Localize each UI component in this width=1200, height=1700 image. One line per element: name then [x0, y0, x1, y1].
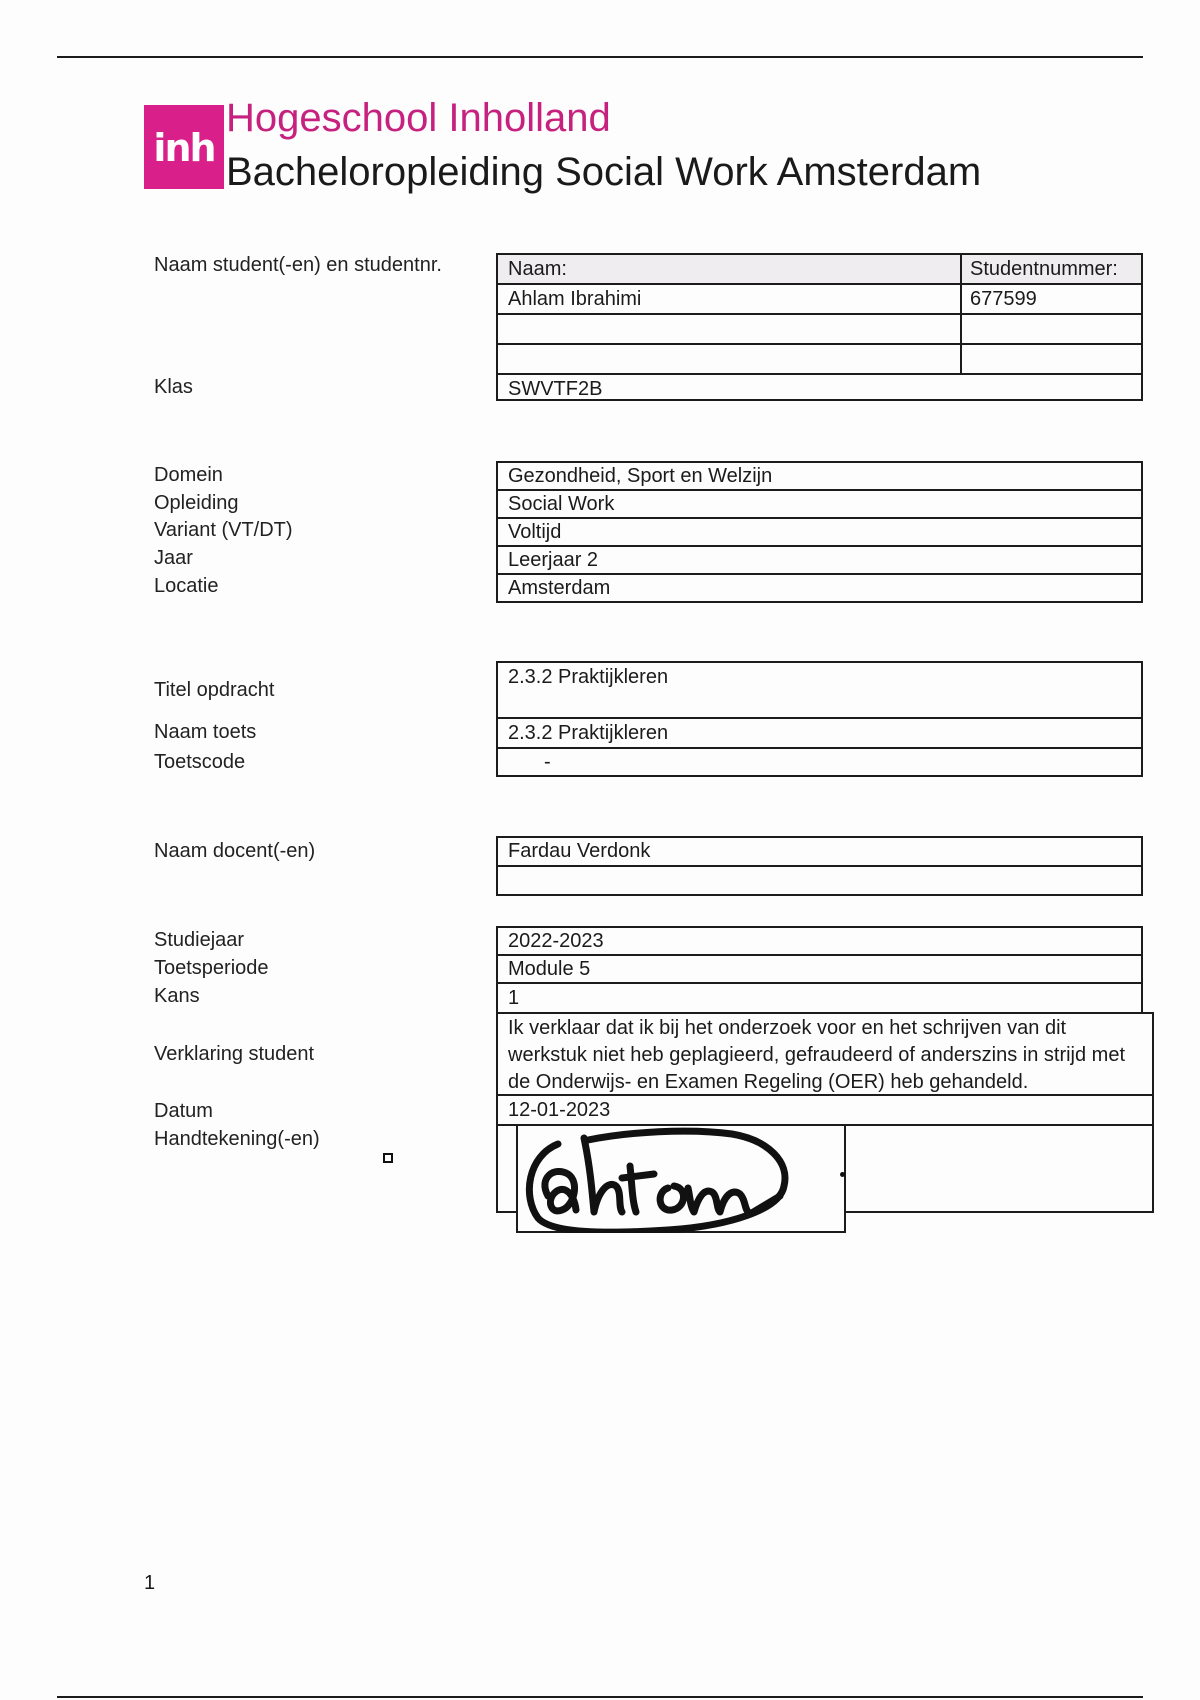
docent-value [498, 867, 1141, 894]
bottom-rule [57, 1696, 1143, 1698]
period-table [496, 926, 1143, 1012]
datum-value: 12-01-2023 [496, 1096, 1154, 1126]
student-number [962, 345, 1141, 373]
inholland-logo [144, 105, 224, 189]
declaration-line: werkstuk niet heb geplagieerd, gefraudeerd of anderszins in strijd met [508, 1044, 1126, 1066]
anchor-handle[interactable] [383, 1153, 393, 1163]
school-name: Hogeschool Inholland [226, 96, 611, 140]
toets-value: 2.3.2 Praktijkleren [498, 719, 1141, 749]
opleiding-label: Opleiding [154, 492, 239, 514]
klas-label: Klas [154, 376, 193, 398]
docent-value: Fardau Verdonk [498, 838, 1141, 867]
declaration-line: de Onderwijs- en Examen Regeling (OER) heb gehandeld. [508, 1071, 1029, 1093]
locatie-label: Locatie [154, 575, 219, 597]
titel-label: Titel opdracht [154, 679, 275, 701]
variant-value: Voltijd [498, 519, 1141, 547]
inh-logo-icon [144, 105, 224, 189]
jaar-label: Jaar [154, 547, 193, 569]
student-row [498, 285, 1141, 315]
handtekening-label: Handtekening(-en) [154, 1128, 320, 1150]
student-row [498, 345, 1141, 375]
col-number-header: Studentnummer: [970, 257, 1118, 280]
toetsperiode-label: Toetsperiode [154, 957, 269, 979]
program-info-table [496, 461, 1143, 603]
svg-text:inh: inh [153, 126, 215, 170]
studiejaar-value: 2022-2023 [498, 928, 1141, 956]
opleiding-value: Social Work [498, 491, 1141, 519]
teachers-table [496, 836, 1143, 896]
verklaring-label: Verklaring student [154, 1043, 315, 1065]
program-name: Bacheloropleiding Social Work Amsterdam [226, 150, 982, 194]
top-rule [57, 56, 1143, 58]
student-number [962, 315, 1141, 343]
students-label: Naam student(-en) en studentnr. [154, 254, 442, 276]
handwritten-signature [518, 1126, 848, 1233]
student-row [498, 315, 1141, 345]
toetsperiode-value: Module 5 [498, 956, 1141, 984]
student-name: Ahlam Ibrahimi [498, 285, 962, 313]
student-name [498, 345, 962, 373]
students-table [496, 253, 1143, 401]
domein-label: Domein [154, 464, 223, 486]
jaar-value: Leerjaar 2 [498, 547, 1141, 575]
page-number: 1 [144, 1572, 156, 1594]
toetscode-value: - [544, 750, 551, 773]
declaration-text [496, 1012, 1154, 1096]
declaration-line: Ik verklaar dat ik bij het onderzoek voor en het schrijven van dit [508, 1017, 1067, 1039]
klas-value: SWVTF2B [508, 377, 603, 400]
domein-value: Gezondheid, Sport en Welzijn [498, 463, 1141, 491]
kans-label: Kans [154, 985, 200, 1007]
assignment-table [496, 661, 1143, 777]
toetscode-label: Toetscode [154, 751, 246, 773]
col-name-header: Naam: [498, 255, 962, 283]
handle-dot [840, 1172, 845, 1177]
titel-value: 2.3.2 Praktijkleren [498, 663, 1141, 719]
studiejaar-label: Studiejaar [154, 929, 245, 951]
docent-label: Naam docent(-en) [154, 840, 316, 862]
variant-label: Variant (VT/DT) [154, 519, 293, 541]
toets-label: Naam toets [154, 721, 257, 743]
student-name [498, 315, 962, 343]
locatie-value: Amsterdam [508, 576, 611, 599]
student-number: 677599 [970, 287, 1037, 310]
signature-image[interactable] [516, 1126, 846, 1233]
datum-label: Datum [154, 1100, 213, 1122]
kans-value: 1 [508, 986, 520, 1009]
students-header-row [498, 255, 1141, 285]
